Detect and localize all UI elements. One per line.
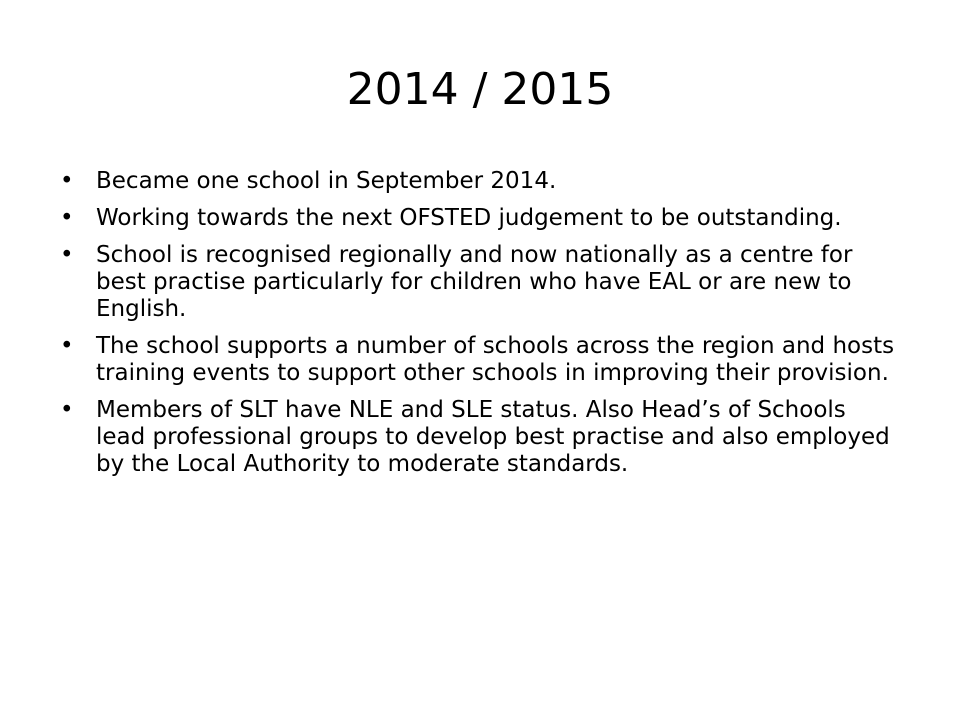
bullet-point-icon: • bbox=[60, 242, 74, 268]
bullet-text: The school supports a number of schools across the region and hosts training events to support other schools in improving their provision. bbox=[96, 333, 895, 386]
bullet-point-icon: • bbox=[60, 397, 74, 423]
bullet-list bbox=[60, 168, 900, 488]
bullet-item bbox=[60, 205, 900, 232]
bullet-text: Members of SLT have NLE and SLE status. Also Head’s of Schools lead professional groups to develop best practise and also employed by the Local Authority to moderate standards. bbox=[96, 397, 890, 477]
bullet-item bbox=[60, 397, 900, 478]
bullet-text: Became one school in September 2014. bbox=[96, 168, 557, 194]
bullet-text: School is recognised regionally and now nationally as a centre for best practise particularly for children who have EAL or are new to English. bbox=[96, 242, 853, 322]
bullet-point-icon: • bbox=[60, 168, 74, 194]
bullet-item bbox=[60, 333, 900, 387]
bullet-point-icon: • bbox=[60, 333, 74, 359]
bullet-item bbox=[60, 242, 900, 323]
slide-title: 2014 / 2015 bbox=[346, 64, 614, 115]
bullet-text: Working towards the next OFSTED judgement to be outstanding. bbox=[96, 205, 842, 231]
bullet-item bbox=[60, 168, 900, 195]
bullet-point-icon: • bbox=[60, 205, 74, 231]
